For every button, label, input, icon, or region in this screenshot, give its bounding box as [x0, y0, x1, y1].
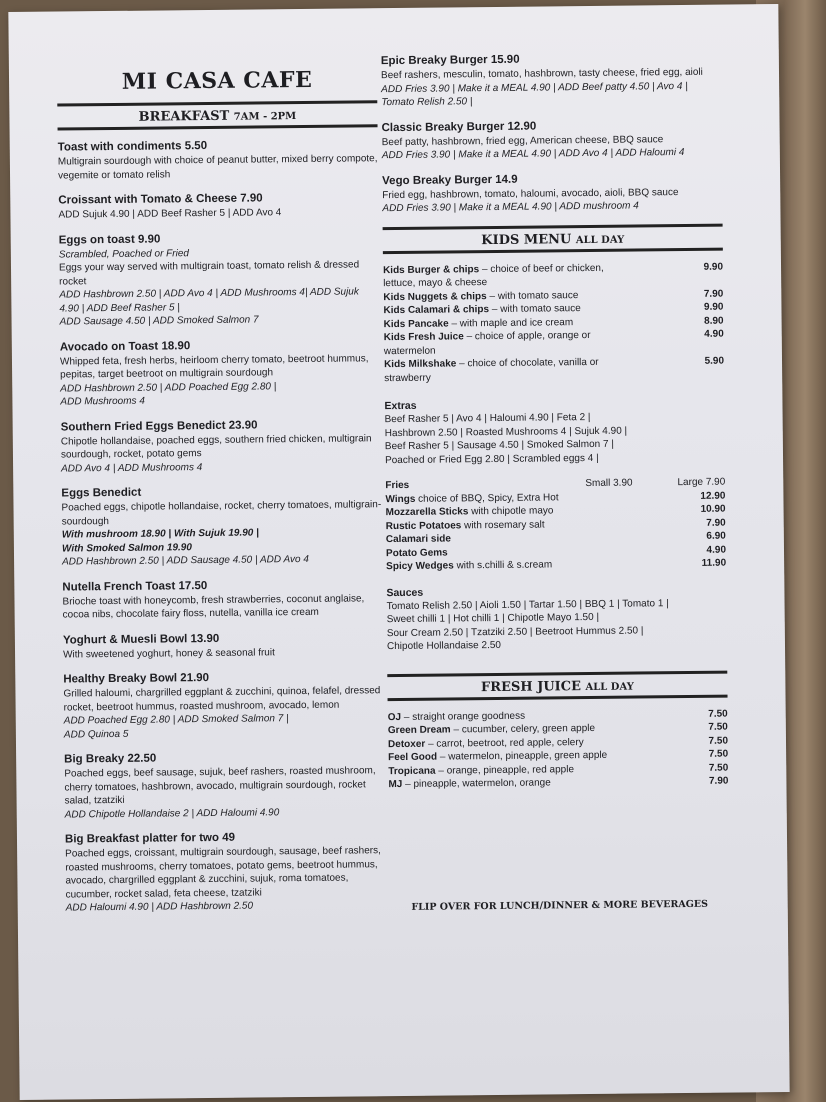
sauces-line: Chipotle Hollandaise 2.50: [386, 639, 502, 653]
menu-item-name: Big Breaky 22.50: [64, 752, 157, 766]
side-item-name: Mozzarella Sticks: [385, 506, 469, 519]
kids-item-price: 4.90: [704, 328, 724, 340]
kids-item: [383, 260, 723, 291]
menu-item-options: Scrambled, Poached or Fried: [58, 247, 189, 261]
menu-item: [381, 51, 722, 110]
kids-item: [384, 355, 724, 386]
menu-item-description: Brioche toast with honeycomb, fresh strawberries, coconut anglaise, cocoa nibs, chocolate fairy floss, nutella, vanilla ice cream: [62, 592, 365, 621]
side-item-desc: with rosemary salt: [461, 518, 545, 531]
sides-section: [385, 476, 726, 574]
juice-item-name: Green Dream: [387, 724, 451, 737]
side-item-desc: with s.chilli & s.cream: [453, 559, 553, 572]
menu-item-description: Poached eggs, beef sausage, sujuk, beef rashers, roasted mushroom, cherry tomatoes, hashbrown, avocado, multigrain sourdough, rocket salad, tzatziki: [64, 765, 376, 807]
menu-item-name: Eggs on toast 9.90: [58, 232, 161, 247]
menu-item-description: Grilled haloumi, chargrilled eggplant & zucchini, quinoa, felafel, dressed rocket, beetroot hummus, roasted mushroom, avocado, lemon: [63, 685, 381, 714]
menu-item-description: Eggs your way served with multigrain toast, tomato relish & dressed rocket: [58, 259, 360, 288]
juice-item-desc: – straight orange goodness: [401, 710, 526, 723]
left-column: [57, 66, 386, 926]
menu-item-options: ADD Avo 4 | ADD Mushrooms 4: [61, 461, 203, 475]
menu-item-name: Epic Breaky Burger 15.90: [380, 53, 520, 68]
juice-item-price: 7.50: [708, 748, 729, 760]
sauces-line: Sour Cream 2.50 | Tzatziki 2.50 | Beetroot Hummus 2.50 |: [386, 624, 644, 639]
juice-item-desc: – orange, pineapple, red apple: [435, 763, 575, 777]
fries-large: Large 7.90: [677, 476, 726, 489]
sauces-section: [386, 582, 727, 654]
side-item-price: 6.90: [706, 530, 726, 542]
kids-item-desc: – with tomato sauce: [489, 303, 581, 316]
juice-item-name: MJ: [388, 778, 403, 791]
kids-item-price: 7.90: [703, 288, 724, 300]
menu-item-options: ADD Fries 3.90 | Make it a MEAL 4.90 | ADD Avo 4 | ADD Haloumi 4: [381, 146, 685, 162]
sauces-title: Sauces: [386, 586, 424, 599]
menu-item: [63, 669, 384, 741]
cafe-name: MI CASA CAFE: [121, 66, 313, 95]
menu-item-name: Eggs Benedict: [61, 486, 142, 500]
menu-item: [65, 829, 386, 915]
side-item-text: [386, 558, 552, 573]
menu-item-description: Multigrain sourdough with choice of peanut butter, mixed berry compote, vegemite or tomato relish: [57, 153, 378, 182]
menu-item-options: ADD Poached Egg 2.80 | ADD Smoked Salmon 7 |: [63, 713, 289, 727]
kids-item-name: Kids Burger & chips: [382, 263, 480, 276]
kids-item-text: [384, 328, 639, 358]
kids-item-price: 9.90: [703, 261, 724, 273]
menu-item-options: ADD Quinoa 5: [63, 728, 129, 741]
menu-item-description: Fried egg, hashbrown, tomato, haloumi, avocado, aioli, BBQ sauce: [382, 186, 679, 201]
kids-item-desc: – choice of chocolate, vanilla or strawberry: [384, 356, 599, 384]
menu-item: [60, 337, 381, 409]
menu-item-name: Healthy Breaky Bowl 21.90: [63, 671, 210, 686]
juice-item-name: Feel Good: [388, 751, 438, 764]
extras-line: Beef Rasher 5 | Sausage 4.50 | Smoked Salmon 7 |: [384, 438, 614, 453]
kids-item-desc: – choice of apple, orange or watermelon: [383, 329, 591, 357]
kids-item-text: [383, 261, 638, 291]
side-item-price: 4.90: [706, 544, 727, 556]
menu-item: [63, 630, 383, 662]
menu-item: [61, 417, 382, 476]
side-item-name: Potato Gems: [385, 546, 448, 559]
kids-item-price: 9.90: [703, 301, 724, 313]
right-column: [381, 51, 730, 913]
side-item-text: [386, 546, 448, 560]
kids-item-name: Kids Calamari & chips: [383, 304, 490, 317]
side-item-text: [386, 518, 545, 533]
juice-item-price: 7.50: [708, 762, 729, 774]
menu-sheet: [8, 4, 789, 1100]
extras-line: Poached or Fried Egg 2.80 | Scrambled eggs 4 |: [384, 452, 599, 466]
menu-item-options: ADD Hashbrown 2.50 | ADD Sausage 4.50 | ADD Avo 4: [62, 553, 309, 568]
menu-item: [62, 577, 382, 622]
menu-item-name: Classic Breaky Burger 12.90: [381, 120, 537, 134]
menu-item-name: Nutella French Toast 17.50: [62, 579, 208, 594]
juice-item-desc: – pineapple, watermelon, orange: [402, 777, 551, 790]
menu-item-description: Beef patty, hashbrown, fried egg, American cheese, BBQ sauce: [381, 133, 664, 148]
side-item-text: [386, 532, 451, 546]
menu-item-name: Big Breakfast platter for two 49: [64, 831, 236, 846]
kids-item-desc: – with tomato sauce: [486, 289, 579, 302]
menu-item-description: Poached eggs, croissant, multigrain sourdough, sausage, beef rashers, roasted mushrooms, cherry tomatoes, potato gems, beetroot hummus, avocado, chargrilled eggplant & zucchini, sujuk, roma tomatoes, cucumber, rocket salad, feta cheese, tzatziki: [65, 845, 381, 901]
juice-item-desc: – cucumber, celery, green apple: [450, 722, 596, 736]
juice-item-name: Tropicana: [388, 765, 436, 777]
side-item-price: 11.90: [701, 557, 727, 569]
kids-item-name: Kids Nuggets & chips: [383, 290, 487, 303]
side-item-price: 10.90: [700, 503, 726, 515]
menu-item: [382, 170, 722, 216]
juice-item-desc: – watermelon, pineapple, green apple: [436, 749, 608, 763]
menu-item-name: Avocado on Toast 18.90: [59, 339, 191, 354]
menu-item-options: ADD Chipotle Hollandaise 2 | ADD Haloumi 4.90: [64, 806, 280, 821]
extras-line: Beef Rasher 5 | Avo 4 | Haloumi 4.90 | Feta 2 |: [384, 411, 591, 426]
breakfast-list: [58, 137, 386, 915]
juice-item-price: 7.50: [708, 708, 728, 720]
flip-over-note: FLIP OVER FOR LUNCH/DINNER & MORE BEVERAGES: [411, 898, 709, 913]
menu-item-name: Southern Fried Eggs Benedict 23.90: [60, 418, 258, 434]
menu-item-options: ADD Hashbrown 2.50 | ADD Avo 4 | ADD Mushrooms 4| ADD Sujuk 4.90 | ADD Beef Rasher 5 |: [59, 286, 359, 315]
extras-list: [385, 410, 726, 468]
juice-item-name: Detoxer: [387, 738, 426, 750]
kids-list: [383, 260, 724, 385]
sauces-line: Sweet chilli 1 | Hot chilli 1 | Chipotle Mayo 1.50 |: [386, 611, 600, 626]
juice-item-name: OJ: [387, 711, 402, 723]
menu-item-options: ADD Haloumi 4.90 | ADD Hashbrown 2.50: [65, 900, 254, 914]
juice-item-price: 7.50: [708, 721, 728, 733]
extras-line: Hashbrown 2.50 | Roasted Mushrooms 4 | Sujuk 4.90 |: [384, 425, 628, 439]
kids-item-desc: – choice of beef or chicken, lettuce, mayo & cheese: [383, 262, 604, 290]
juice-item: [388, 775, 728, 792]
menu-item-name: Yoghurt & Muesli Bowl 13.90: [62, 632, 220, 647]
menu-item-description: Chipotle hollandaise, poached eggs, southern fried chicken, multigrain sourdough, rocket, potato gems: [60, 432, 372, 461]
menu-item-description: Whipped feta, fresh herbs, heirloom cherry tomato, beetroot hummus, pepitas, target beetroot on multigrain sourdough: [59, 352, 369, 381]
menu-item-name: Croissant with Tomato & Cheese 7.90: [58, 192, 263, 207]
menu-item-description: With sweetened yoghurt, honey & seasonal fruit: [62, 646, 275, 661]
menu-item-options: ADD Fries 3.90 | Make it a MEAL 4.90 | ADD mushroom 4: [382, 200, 639, 215]
juice-sub: ALL DAY: [585, 681, 634, 693]
menu-item: [64, 749, 385, 821]
menu-item-description: ADD Sujuk 4.90 | ADD Beef Rasher 5 | ADD Avo 4: [58, 207, 282, 221]
menu-item: [61, 483, 382, 569]
kids-item-desc: – with maple and ice cream: [448, 316, 574, 329]
juice-list: [388, 707, 729, 792]
kids-item-name: Kids Pancake: [383, 317, 449, 330]
sauces-list: [386, 596, 727, 654]
breakfast-title: BREAKFAST: [138, 108, 230, 125]
menu-item-options: ADD Fries 3.90 | Make it a MEAL 4.90 | ADD Beef patty 4.50 | Avo 4 | Tomato Relish 2.50 |: [381, 80, 688, 109]
menu-item-description: Beef rashers, mesculin, tomato, hashbrown, tasty cheese, fried egg, aioli: [380, 66, 703, 82]
side-item-desc: with chipotle mayo: [468, 505, 554, 518]
juice-header: [387, 670, 727, 701]
kids-header: [383, 223, 723, 254]
kids-sub: ALL DAY: [575, 234, 625, 246]
side-item-price: 7.90: [706, 517, 726, 529]
extras-section: [384, 396, 725, 468]
side-item-price: 12.90: [700, 490, 726, 502]
menu-item: [58, 137, 378, 182]
kids-item-name: Kids Milkshake: [383, 358, 457, 371]
kids-item-name: Kids Fresh Juice: [383, 331, 464, 344]
side-item-name: Spicy Wedges: [386, 560, 454, 573]
juice-item-text: [388, 775, 643, 791]
juice-title: FRESH JUICE: [480, 678, 582, 695]
menu-item-description: Poached eggs, chipotle hollandaise, rocket, cherry tomatoes, multigrain-sourdough: [61, 499, 382, 528]
side-item-name: Wings: [385, 493, 416, 505]
juice-item-desc: – carrot, beetroot, red apple, celery: [425, 736, 584, 750]
menu-item-options: With mushroom 18.90 | With Sujuk 19.90 |: [61, 527, 259, 541]
menu-item-options: ADD Hashbrown 2.50 | ADD Poached Egg 2.80 |: [60, 380, 277, 395]
fries-label: Fries: [385, 479, 410, 492]
kids-item: [384, 328, 724, 359]
juice-item-price: 7.50: [708, 735, 729, 747]
menu-item-options: ADD Mushrooms 4: [60, 395, 145, 408]
breakfast-header: [57, 100, 377, 130]
side-item-name: Rustic Potatoes: [385, 519, 462, 532]
menu-item-options: ADD Sausage 4.50 | ADD Smoked Salmon 7: [59, 314, 259, 328]
side-item: [386, 557, 726, 574]
menu-item-name: Toast with condiments 5.50: [57, 139, 208, 154]
menu-item: [58, 190, 378, 222]
menu-item-options: With Smoked Salmon 19.90: [61, 541, 192, 555]
kids-item-text: [384, 355, 639, 385]
kids-item-price: 8.90: [704, 315, 724, 327]
burger-list: [381, 51, 723, 216]
fries-small: Small 3.90: [585, 477, 633, 490]
kids-title: KIDS MENU: [481, 231, 572, 248]
sides-list: [385, 489, 726, 574]
side-item-name: Calamari side: [385, 533, 451, 546]
breakfast-hours: 7AM - 2PM: [233, 111, 297, 123]
menu-item-name: Vego Breaky Burger 14.9: [382, 173, 518, 187]
menu-item: [381, 117, 721, 163]
kids-item-price: 5.90: [704, 355, 725, 367]
extras-title: Extras: [384, 399, 417, 413]
sauces-line: Tomato Relish 2.50 | Aioli 1.50 | Tartar 1.50 | BBQ 1 | Tomato 1 |: [386, 597, 669, 612]
side-item-desc: choice of BBQ, Spicy, Extra Hot: [415, 491, 559, 505]
juice-item-price: 7.90: [708, 775, 729, 787]
menu-item: [59, 230, 380, 329]
